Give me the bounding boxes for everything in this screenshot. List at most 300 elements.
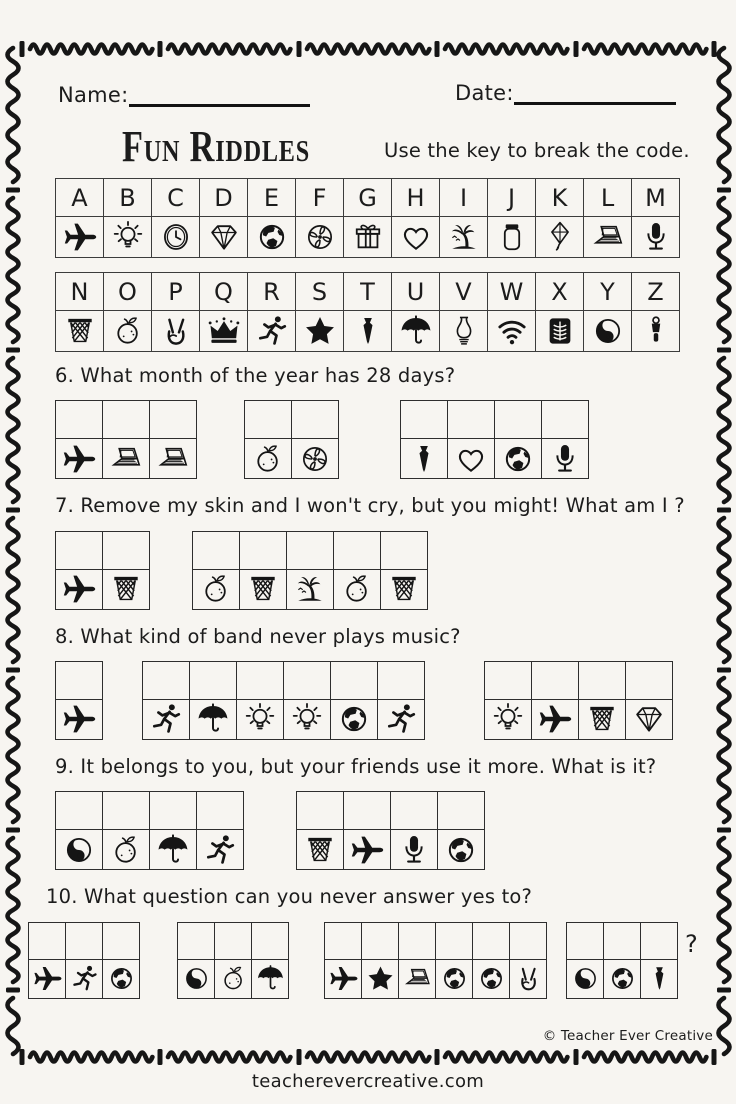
net-icon (62, 313, 98, 349)
code-symbol-cell (103, 830, 150, 870)
code-symbol-cell (495, 439, 542, 479)
answer-word-table (484, 661, 673, 740)
airplane-icon (328, 963, 359, 994)
code-symbol-cell (292, 439, 339, 479)
key-letter-Y: Y (584, 273, 632, 311)
wavy-line (8, 518, 19, 662)
key-letter-O: O (104, 273, 152, 311)
border-dash-block (6, 988, 20, 993)
answer-write-cell (495, 401, 542, 439)
umbrella-icon (255, 963, 286, 994)
answer-write-cell (193, 531, 240, 569)
jar-icon (494, 219, 530, 255)
answer-write-cell (334, 531, 381, 569)
airplane-icon (61, 701, 97, 737)
key-letter-I: I (440, 179, 488, 217)
answer-write-cell (178, 922, 215, 959)
key-symbol-cell-M (632, 217, 680, 258)
key-letter-J: J (488, 179, 536, 217)
wavy-line (719, 998, 730, 1054)
umbrella-icon (155, 832, 191, 868)
riddle-question: 8. What kind of band never plays music? (55, 624, 461, 648)
answer-write-cell (240, 531, 287, 569)
wavy-line (8, 48, 19, 182)
border-dash-block (20, 41, 25, 57)
key-table (55, 272, 680, 352)
key-letter-G: G (344, 179, 392, 217)
code-symbol-cell (473, 959, 510, 998)
answer-write-cell (381, 531, 428, 569)
answer-write-cell (448, 401, 495, 439)
code-symbol-cell (532, 699, 579, 739)
border-dash-block (574, 1049, 579, 1065)
code-symbol-cell (399, 959, 436, 998)
code-symbol-cell (438, 830, 485, 870)
tie-icon (406, 441, 442, 477)
answer-write-cell (344, 792, 391, 830)
orange-icon (339, 571, 375, 607)
code-symbol-cell (604, 959, 641, 998)
answer-write-cell (604, 922, 641, 959)
riddle-question: 10. What question can you never answer yes to? (46, 885, 533, 909)
code-symbol-cell (287, 569, 334, 609)
code-symbol-cell (401, 439, 448, 479)
website-url: teacherevercreative.com (251, 1071, 485, 1092)
key-symbol-cell-K (536, 217, 584, 258)
answer-write-cell (473, 922, 510, 959)
answer-word-table (28, 922, 140, 999)
code-symbol-cell (237, 699, 284, 739)
answer-write-cell (29, 922, 66, 959)
answer-write-cell (103, 531, 150, 569)
wavy-line (445, 1053, 567, 1062)
key-letter-K: K (536, 179, 584, 217)
code-symbol-cell (542, 439, 589, 479)
peace-icon (158, 313, 194, 349)
orange-icon (198, 571, 234, 607)
runner-icon (383, 701, 419, 737)
answer-word-table (55, 400, 197, 479)
riddle-answer-groups (28, 922, 720, 999)
crown-icon (206, 313, 242, 349)
code-symbol-cell (391, 830, 438, 870)
star-icon (302, 313, 338, 349)
yinyang-icon (570, 963, 601, 994)
answer-word-table (55, 661, 103, 740)
answer-write-cell (66, 922, 103, 959)
island-icon (292, 571, 328, 607)
answer-write-cell (567, 922, 604, 959)
code-symbol-cell (215, 959, 252, 998)
border-dash-block (712, 1049, 717, 1065)
key-symbol-cell-Z (632, 311, 680, 352)
answer-write-cell (287, 531, 334, 569)
code-symbol-cell (178, 959, 215, 998)
key-symbol-cell-A (56, 217, 104, 258)
airplane-icon (32, 963, 63, 994)
key-symbol-cell-H (392, 217, 440, 258)
border-dash-block (297, 1049, 302, 1065)
wavy-line (584, 1053, 706, 1062)
answer-write-cell (252, 922, 289, 959)
airplane-icon (61, 441, 97, 477)
microphone-icon (396, 832, 432, 868)
riddle-answer-groups (55, 661, 720, 740)
answer-write-cell (325, 922, 362, 959)
key-letter-D: D (200, 179, 248, 217)
orange-icon (108, 832, 144, 868)
code-symbol-cell (143, 699, 190, 739)
wavy-line (719, 198, 730, 342)
key-symbol-cell-P (152, 311, 200, 352)
riddle-9 (55, 754, 720, 870)
wavy-line (8, 998, 19, 1054)
instructions-text: Use the key to break the code. (384, 139, 690, 162)
code-symbol-cell (103, 959, 140, 998)
key-symbol-cell-I (440, 217, 488, 258)
net-icon (584, 701, 620, 737)
border-dash-block (20, 1049, 25, 1065)
key-letter-L: L (584, 179, 632, 217)
code-symbol-cell (381, 569, 428, 609)
vase-icon (446, 313, 482, 349)
wavy-line (8, 838, 19, 982)
airplane-icon (61, 571, 97, 607)
code-symbol-cell (197, 830, 244, 870)
wavy-line (719, 838, 730, 982)
code-symbol-cell (245, 439, 292, 479)
lightbulb-icon (289, 701, 325, 737)
globe-icon (500, 441, 536, 477)
key-letter-A: A (56, 179, 104, 217)
answer-write-cell (56, 661, 103, 699)
key-symbol-cell-Q (200, 311, 248, 352)
globe-icon (607, 963, 638, 994)
key-symbol-cell-T (344, 311, 392, 352)
key-letter-V: V (440, 273, 488, 311)
wavy-line (719, 358, 730, 502)
orange-icon (250, 441, 286, 477)
answer-write-cell (103, 792, 150, 830)
key-letter-T: T (344, 273, 392, 311)
net-icon (108, 571, 144, 607)
riddles-section (46, 363, 720, 1013)
code-symbol-cell (334, 569, 381, 609)
answer-write-cell (436, 922, 473, 959)
code-symbol-cell (193, 569, 240, 609)
globe-icon (443, 832, 479, 868)
code-symbol-cell (567, 959, 604, 998)
globe-icon (106, 963, 137, 994)
globe-icon (439, 963, 470, 994)
border-dash-block (717, 348, 731, 353)
key-letter-Q: Q (200, 273, 248, 311)
wavy-line (30, 1053, 152, 1062)
diamond-icon (631, 701, 667, 737)
date-label: Date: (455, 81, 514, 105)
key-letter-W: W (488, 273, 536, 311)
answer-write-cell (399, 922, 436, 959)
code-symbol-cell (103, 439, 150, 479)
key-symbol-cell-R (248, 311, 296, 352)
border-dash-block (158, 1049, 163, 1065)
globe-icon (336, 701, 372, 737)
answer-write-cell (532, 661, 579, 699)
key-letter-H: H (392, 179, 440, 217)
globe-icon (254, 219, 290, 255)
key-letter-F: F (296, 179, 344, 217)
key-symbol-cell-B (104, 217, 152, 258)
key-symbol-cell-G (344, 217, 392, 258)
answer-word-table (244, 400, 339, 479)
wavy-line (584, 45, 706, 54)
answer-write-cell (362, 922, 399, 959)
border-top-decoration (0, 36, 736, 62)
net-icon (245, 571, 281, 607)
border-dash-block (297, 41, 302, 57)
airplane-icon (62, 219, 98, 255)
code-symbol-cell (150, 830, 197, 870)
answer-write-cell (378, 661, 425, 699)
fan-icon (302, 219, 338, 255)
answer-write-cell (150, 401, 197, 439)
answer-write-cell (56, 401, 103, 439)
answer-write-cell (103, 401, 150, 439)
wavy-line (8, 358, 19, 502)
wavy-line (719, 678, 730, 822)
key-symbol-cell-X (536, 311, 584, 352)
key-symbol-cell-N (56, 311, 104, 352)
xray-icon (542, 313, 578, 349)
code-symbol-cell (378, 699, 425, 739)
key-symbol-cell-L (584, 217, 632, 258)
orange-icon (110, 313, 146, 349)
clock-icon (158, 219, 194, 255)
lightbulb-icon (490, 701, 526, 737)
answer-write-cell (641, 922, 678, 959)
code-symbol-cell (331, 699, 378, 739)
answer-write-cell (103, 922, 140, 959)
answer-word-table (566, 922, 678, 999)
peace-icon (513, 963, 544, 994)
code-symbol-cell (436, 959, 473, 998)
code-key-table-n-z (55, 272, 680, 352)
border-left-decoration (2, 42, 28, 1060)
code-symbol-cell (150, 439, 197, 479)
runner-icon (202, 832, 238, 868)
code-symbol-cell (56, 569, 103, 609)
answer-word-table (192, 531, 428, 610)
wavy-line (30, 45, 152, 54)
code-symbol-cell (325, 959, 362, 998)
answer-word-table (142, 661, 425, 740)
answer-word-table (55, 791, 244, 870)
orange-icon (218, 963, 249, 994)
umbrella-icon (195, 701, 231, 737)
net-icon (386, 571, 422, 607)
date-line (514, 78, 676, 105)
globe-icon (476, 963, 507, 994)
wavy-line (719, 48, 730, 182)
riddle-6 (55, 363, 720, 479)
border-dash-block (6, 508, 20, 513)
code-symbol-cell (56, 439, 103, 479)
key-letter-E: E (248, 179, 296, 217)
wavy-line (719, 518, 730, 662)
key-letter-Z: Z (632, 273, 680, 311)
trailing-question-mark: ? (685, 929, 698, 958)
border-dash-block (435, 1049, 440, 1065)
answer-word-table (55, 531, 150, 610)
answer-write-cell (197, 792, 244, 830)
code-key-table-a-m (55, 178, 680, 258)
heart-icon (398, 219, 434, 255)
code-symbol-cell (56, 830, 103, 870)
code-symbol-cell (510, 959, 547, 998)
key-letter-U: U (392, 273, 440, 311)
code-symbol-cell (29, 959, 66, 998)
key-symbol-cell-S (296, 311, 344, 352)
code-symbol-cell (103, 569, 150, 609)
key-symbol-cell-E (248, 217, 296, 258)
riddle-answer-groups (55, 400, 720, 479)
key-symbol-cell-W (488, 311, 536, 352)
tie-icon (644, 963, 675, 994)
key-symbol-cell-D (200, 217, 248, 258)
code-symbol-cell (362, 959, 399, 998)
answer-write-cell (579, 661, 626, 699)
island-icon (446, 219, 482, 255)
laptop-icon (402, 963, 433, 994)
wavy-line (307, 1053, 429, 1062)
airplane-icon (537, 701, 573, 737)
tie-icon (350, 313, 386, 349)
key-letter-N: N (56, 273, 104, 311)
answer-write-cell (143, 661, 190, 699)
kite-icon (542, 219, 578, 255)
answer-write-cell (150, 792, 197, 830)
answer-write-cell (237, 661, 284, 699)
laptop-icon (155, 441, 191, 477)
name-line (129, 80, 310, 107)
key-table (55, 178, 680, 258)
code-symbol-cell (284, 699, 331, 739)
riddle-7 (55, 493, 720, 609)
code-symbol-cell (56, 699, 103, 739)
key-symbol-cell-U (392, 311, 440, 352)
answer-write-cell (626, 661, 673, 699)
microphone-icon (638, 219, 674, 255)
wavy-line (8, 678, 19, 822)
gift-icon (350, 219, 386, 255)
answer-write-cell (190, 661, 237, 699)
code-symbol-cell (190, 699, 237, 739)
key-symbol-cell-F (296, 217, 344, 258)
lightbulb-icon (242, 701, 278, 737)
zipper-icon (638, 313, 674, 349)
code-symbol-cell (641, 959, 678, 998)
code-symbol-cell (579, 699, 626, 739)
answer-write-cell (215, 922, 252, 959)
answer-write-cell (292, 401, 339, 439)
riddle-answer-groups (55, 531, 720, 610)
answer-write-cell (245, 401, 292, 439)
key-symbol-cell-J (488, 217, 536, 258)
name-label: Name: (58, 83, 129, 107)
diamond-icon (206, 219, 242, 255)
name-field-row (58, 80, 310, 107)
key-symbol-cell-C (152, 217, 200, 258)
code-symbol-cell (240, 569, 287, 609)
key-letter-B: B (104, 179, 152, 217)
key-symbol-cell-O (104, 311, 152, 352)
key-letter-X: X (536, 273, 584, 311)
wavy-line (307, 45, 429, 54)
wavy-line (8, 198, 19, 342)
border-dash-block (435, 41, 440, 57)
riddle-answer-groups (55, 791, 720, 870)
answer-write-cell (401, 401, 448, 439)
runner-icon (254, 313, 290, 349)
riddle-question: 6. What month of the year has 28 days? (55, 364, 456, 387)
heart-icon (453, 441, 489, 477)
fan-icon (297, 441, 333, 477)
key-letter-S: S (296, 273, 344, 311)
key-symbol-cell-Y (584, 311, 632, 352)
laptop-icon (108, 441, 144, 477)
yinyang-icon (590, 313, 626, 349)
net-icon (302, 832, 338, 868)
airplane-icon (349, 832, 385, 868)
answer-write-cell (485, 661, 532, 699)
lightbulb-icon (110, 219, 146, 255)
border-dash-block (6, 828, 20, 833)
laptop-icon (590, 219, 626, 255)
answer-write-cell (510, 922, 547, 959)
border-dash-block (158, 41, 163, 57)
code-symbol-cell (448, 439, 495, 479)
answer-word-table (296, 791, 485, 870)
wavy-line (445, 45, 567, 54)
answer-write-cell (391, 792, 438, 830)
key-letter-M: M (632, 179, 680, 217)
answer-write-cell (297, 792, 344, 830)
key-symbol-cell-V (440, 311, 488, 352)
border-dash-block (6, 668, 20, 673)
border-dash-block (6, 348, 20, 353)
code-symbol-cell (297, 830, 344, 870)
code-symbol-cell (344, 830, 391, 870)
runner-icon (148, 701, 184, 737)
answer-word-table (400, 400, 589, 479)
answer-word-table (324, 922, 547, 999)
border-dash-block (712, 41, 717, 57)
border-dash-block (717, 188, 731, 193)
answer-write-cell (542, 401, 589, 439)
answer-write-cell (438, 792, 485, 830)
microphone-icon (547, 441, 583, 477)
date-field-row (455, 78, 676, 105)
answer-write-cell (56, 531, 103, 569)
border-dash-block (6, 188, 20, 193)
copyright-credit: © Teacher Ever Creative (542, 1028, 713, 1044)
code-symbol-cell (485, 699, 532, 739)
border-dash-block (574, 41, 579, 57)
yinyang-icon (61, 832, 97, 868)
riddle-10 (46, 884, 720, 998)
answer-word-table (177, 922, 289, 999)
wavy-line (168, 1053, 290, 1062)
